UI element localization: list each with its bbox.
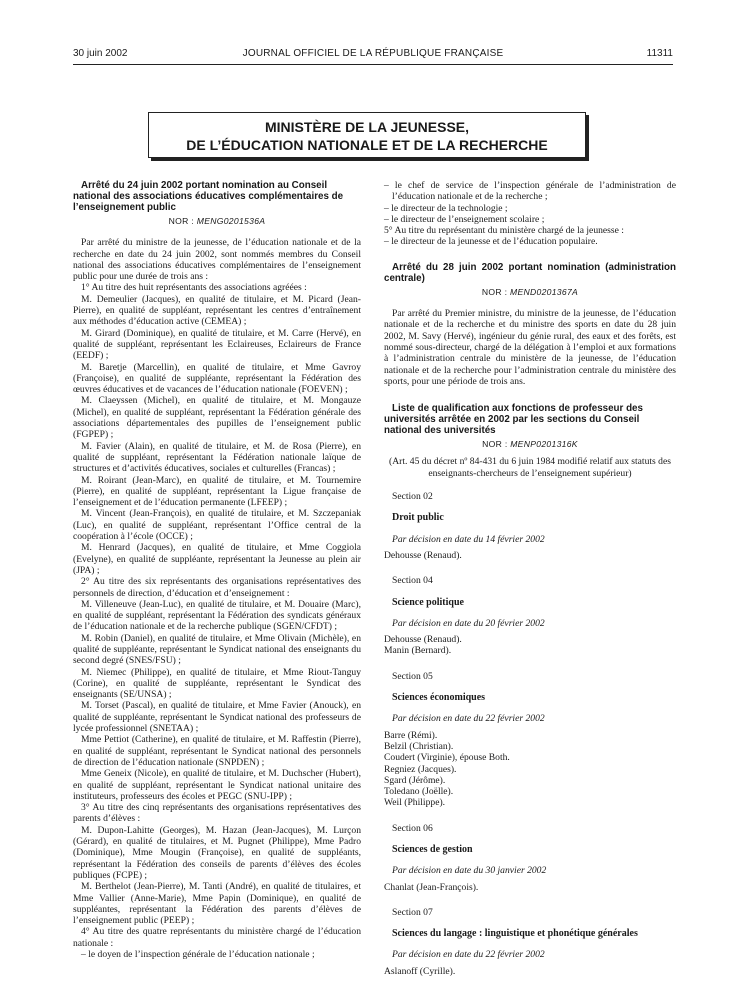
arrete-body — [73, 237, 361, 960]
arrete-paragraph: M. Demeulier (Jacques), en qualité de titulaire, et M. Picard (Jean-Pierre), en qualité de suppléant, représentant les centres d’entraînement aux méthodes d’éducation active (CEMEA) ; — [73, 293, 361, 328]
continuation-list — [384, 180, 676, 248]
liste-title: Liste de qualification aux fonctions de professeur des universités arrêtée en 2002 par les sections du Conseil national des universités — [384, 403, 643, 437]
ministry-banner — [148, 112, 586, 158]
arrete-paragraph: – le doyen de l’inspection générale de l’éducation nationale ; — [81, 949, 315, 960]
qualified-names — [384, 634, 676, 657]
decision-date: Par décision en date du 20 février 2002 — [392, 617, 545, 629]
arrete-paragraph: M. Niemec (Philippe), en qualité de titulaire, et Mme Riout-Tanguy (Corine), en qualité de suppléante, représentant le Syndicat des enseignants (SE/UNSA) ; — [73, 666, 361, 701]
section-name: Sciences économiques — [392, 692, 486, 704]
nor-label: NOR : — [481, 286, 508, 297]
arrete-paragraph: M. Robin (Daniel), en qualité de titulaire, et Mme Olivain (Michèle), en qualité de suppléante, représentant le Syndicat national des enseignants du second degré (SNES/FSU) ; — [73, 632, 361, 667]
arrete-paragraph: 2° Au titre des six représentants des organisations représentatives des personnels de direction, d’éducation et d’enseignement : — [73, 576, 361, 599]
arrete-paragraph: 1° Au titre des huit représentants des associations agréées : — [81, 282, 307, 294]
arrete2-text: Par arrêté du Premier ministre, du ministre de la jeunesse, de l’éducation nationale et de la recherche et du ministre des sports en date du 28 juin 2002, M. Savy (Hervé), ingénieur du génie rural, des eaux et des forêts, est nommé sous-directeur, chargé de la délégation à l’emploi et aux formations à l’administration centrale du ministère de la jeunesse, de l’éducation nationale et de la recherche pour l’administration centrale du ministère des sports, pour une période de trois ans. — [384, 308, 676, 387]
journal-title: JOURNAL OFFICIEL DE LA RÉPUBLIQUE FRANÇAISE — [242, 48, 504, 59]
left-column — [73, 180, 361, 960]
list-item: 5° Au titre du représentant du ministère chargé de la jeunesse : — [384, 225, 624, 237]
header-rule — [73, 64, 673, 65]
arrete-paragraph: M. Claeyssen (Michel), en qualité de titulaire, et M. Mongauze (Michel), en qualité de suppléant, représentant la Fédération générale des associations départementales des pupilles de l’enseignement public (FGPEP) ; — [73, 395, 361, 441]
qualified-name: Manin (Bernard). — [384, 645, 452, 657]
qualified-names — [384, 882, 676, 893]
qualified-name: Toledano (Joëlle). — [384, 786, 454, 798]
decision-date: Par décision en date du 30 janvier 2002 — [392, 865, 547, 877]
qualified-name: Barre (Rémi). — [384, 729, 438, 741]
liste-nor — [384, 439, 676, 450]
section-name: Sciences du langage : linguistique et phonétique générales — [392, 928, 638, 940]
arrete-paragraph: M. Baretje (Marcellin), en qualité de titulaire, et Mme Gavroy (Françoise), en qualité de suppléante, représentant la Fédération des œuvres éducatives et de vacances de l’éducation nationale (FOEVEN) ; — [73, 361, 361, 396]
arrete-paragraph: Mme Pettiot (Catherine), en qualité de titulaire, et M. Raffestin (Pierre), en qualité de suppléant, représentant le Syndicat national des personnels de direction de l’éducation nationale (SNPDEN) ; — [73, 734, 361, 768]
list-item: – le directeur de la technologie ; — [384, 202, 508, 214]
list-item: – le chef de service de l’inspection générale de l’administration de l’éducation nationale et de la recherche ; — [384, 180, 676, 203]
list-item: – le directeur de l’enseignement scolaire ; — [384, 213, 545, 225]
arrete-paragraph: M. Dupon-Lahitte (Georges), M. Hazan (Jean-Jacques), M. Lurçon (Gérard), en qualité de titulaires, et M. Pugnet (Philippe), Mme Padro (Dominique), Mme Mougin (Françoise), en qualité de suppléants, représentant la Fédération des conseils de parents d’élèves des écoles publiques (FCPE) ; — [73, 824, 361, 881]
nor-code: MEND0201367A — [509, 286, 579, 297]
cnu-section — [384, 575, 676, 656]
section-name: Sciences de gestion — [392, 843, 473, 855]
right-column — [384, 180, 676, 991]
section-number: Section 05 — [392, 670, 433, 682]
cnu-section — [384, 823, 676, 893]
qualified-names — [384, 966, 676, 977]
arrete-paragraph: M. Vincent (Jean-François), en qualité de titulaire, et M. Szczepaniak (Luc), en qualité de suppléant, représentant l’Office central de la coopération à l’école (OCCE) ; — [73, 508, 361, 543]
page-number: 11311 — [646, 48, 673, 59]
decision-date: Par décision en date du 22 février 2002 — [392, 713, 545, 725]
list-item: – le directeur de la jeunesse et de l’éducation populaire. — [384, 236, 598, 248]
cnu-section — [384, 671, 676, 809]
arrete-paragraph: M. Berthelot (Jean-Pierre), M. Tanti (André), en qualité de titulaires, et Mme Vallier (Anne-Marie), Mme Papin (Dominique), en qualité de suppléantes, représentant la Fédération des parents d’élèves de l’enseignement public (PEEP) ; — [73, 881, 361, 927]
cnu-section — [384, 907, 676, 977]
nor-code: MENG0201536A — [196, 216, 266, 226]
arrete2-nor — [384, 287, 676, 298]
nor-code: MENP0201316K — [510, 439, 578, 450]
arrete-paragraph: Mme Geneix (Nicole), en qualité de titulaire, et M. Duchscher (Hubert), en qualité de suppléant, représentant le Syndicat national unitaire des instituteurs, professeurs des écoles et PEGC (SNU-IPP) ; — [73, 768, 361, 802]
cnu-section — [384, 491, 676, 561]
arrete-paragraph: 3° Au titre des cinq représentants des organisations représentatives des parents d’élèves : — [73, 802, 361, 825]
arrete-paragraph: M. Girard (Dominique), en qualité de titulaire, et M. Carre (Hervé), en qualité de suppléant, représentant les Eclaireuses, Eclaireurs de France (EEDF) ; — [73, 327, 361, 362]
nor-reference — [73, 216, 361, 227]
section-number: Section 07 — [392, 906, 433, 918]
qualified-name: Weil (Philippe). — [384, 797, 446, 809]
nor-label: NOR : — [482, 439, 508, 450]
section-number: Section 02 — [392, 491, 433, 503]
qualified-names — [384, 550, 676, 561]
qualified-name: Dehousse (Renaud). — [384, 549, 462, 561]
arrete-paragraph: M. Roirant (Jean-Marc), en qualité de titulaire, et M. Tournemire (Pierre), en qualité de suppléant, représentant la Ligue française de l’enseignement et de l’éducation permanente (LFEEP) ; — [73, 474, 361, 509]
sections-list — [384, 491, 676, 977]
qualified-name: Sgard (Jérôme). — [384, 774, 446, 786]
arrete-paragraph: M. Villeneuve (Jean-Luc), en qualité de titulaire, et M. Douaire (Marc), en qualité de suppléant, représentant la Fédération des syndicats généraux de l’éducation nationale et de la recherche publique (SGEN/CFDT) ; — [73, 598, 361, 633]
section-number: Section 06 — [392, 822, 433, 834]
liste-reference: (Art. 45 du décret nº 84-431 du 6 juin 1984 modifié relatif aux statuts des enseignants-chercheurs de l’enseignement supérieur) — [389, 456, 671, 479]
qualified-name: Regniez (Jacques). — [384, 763, 457, 775]
arrete-paragraph: M. Favier (Alain), en qualité de titulaire, et M. de Rosa (Pierre), en qualité de suppléant, représentant la Fédération nationale laïque de structures et d’activités éducatives, sociales et culturelles (Francas) ; — [73, 440, 361, 475]
header-date: 30 juin 2002 — [73, 48, 128, 59]
arrete-paragraph: Par arrêté du ministre de la jeunesse, de l’éducation nationale et de la recherche en date du 24 juin 2002, sont nommés membres du Conseil national des associations éducatives complémentaires de l’enseignement public pour une durée de trois ans : — [73, 237, 361, 283]
arrete-paragraph: 4° Au titre des quatre représentants du ministère chargé de l’éducation nationale : — [73, 926, 361, 949]
qualified-names — [384, 730, 676, 809]
section-name: Droit public — [392, 512, 444, 524]
arrete-paragraph: M. Henrard (Jacques), en qualité de titulaire, et Mme Coggiola (Evelyne), en qualité de suppléante, représentant la Jeunesse au plein air (JPA) ; — [73, 542, 361, 576]
section-name: Science politique — [392, 596, 464, 608]
qualified-name: Belzil (Christian). — [384, 740, 454, 752]
nor-label: NOR : — [168, 216, 195, 226]
arrete-title: Arrêté du 24 juin 2002 portant nomination au Conseil national des associations éducatives complémentaires de l’enseignement public — [73, 180, 344, 213]
arrete-paragraph: M. Torset (Pascal), en qualité de titulaire, et Mme Favier (Anouck), en qualité de suppléante, représentant le Syndicat national des professeurs de lycée professionnel (SNETAA) ; — [73, 700, 361, 735]
decision-date: Par décision en date du 14 février 2002 — [392, 533, 545, 545]
banner-line-1: MINISTÈRE DE LA JEUNESSE, — [264, 119, 470, 135]
qualified-name: Coudert (Virginie), épouse Both. — [384, 752, 510, 764]
qualified-name: Aslanoff (Cyrille). — [384, 965, 456, 977]
section-number: Section 04 — [392, 575, 433, 587]
arrete2-title: Arrêté du 28 juin 2002 portant nomination (administration centrale) — [384, 261, 676, 284]
page-header — [73, 48, 673, 62]
qualified-name: Chanlat (Jean-François). — [384, 881, 479, 893]
qualified-name: Dehousse (Renaud). — [384, 634, 462, 646]
decision-date: Par décision en date du 22 février 2002 — [392, 949, 545, 961]
banner-line-2: DE L’ÉDUCATION NATIONALE ET DE LA RECHERCHE — [186, 137, 548, 153]
